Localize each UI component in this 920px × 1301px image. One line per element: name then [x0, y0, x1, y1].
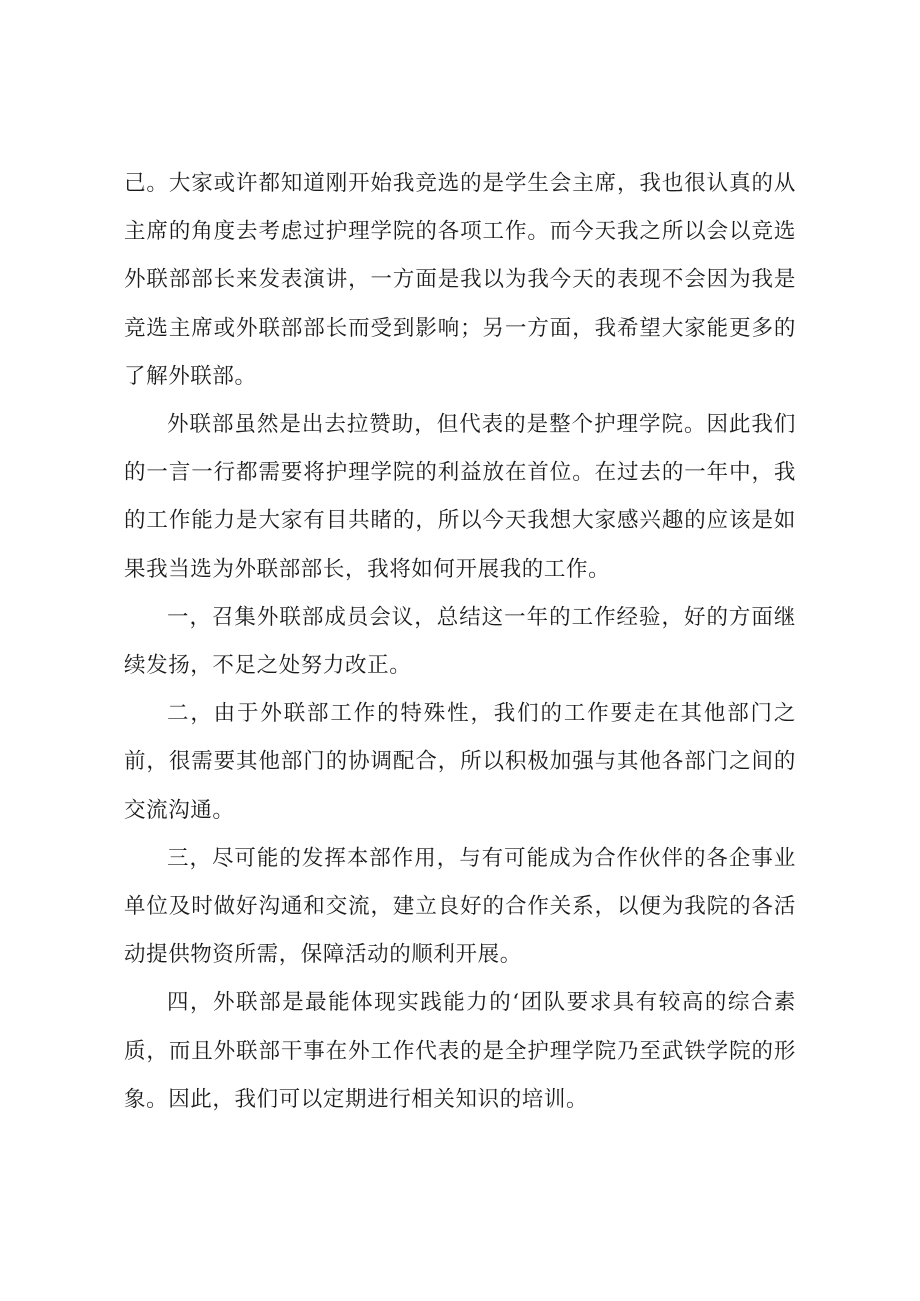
paragraph-item-2: 二，由于外联部工作的特殊性，我们的工作要走在其他部门之前，很需要其他部门的协调配合，所以积极加强与其他各部门之间的交流沟通。: [124, 701, 796, 823]
paragraph-item-4: 四，外联部是最能体现实践能力的‘团队要求具有较高的综合素质，而且外联部干事在外工作代表的是全护理学院乃至武铁学院的形象。因此，我们可以定期进行相关知识的培训。: [124, 990, 796, 1112]
paragraph-item-3: 三，尽可能的发挥本部作用，与有可能成为合作伙伴的各企事业单位及时做好沟通和交流，建立良好的合作关系，以便为我院的各活动提供物资所需，保障活动的顺利开展。: [124, 845, 796, 968]
document-body: [124, 160, 796, 1124]
paragraph-intro: 外联部虽然是出去拉赞助，但代表的是整个护理学院。因此我们的一言一行都需要将护理学院的利益放在首位。在过去的一年中，我的工作能力是大家有目共睹的，所以今天我想大家感兴趣的应该是如果我当选为外联部部长，我将如何开展我的工作。: [124, 412, 796, 582]
paragraph-continuation: 己。大家或许都知道刚开始我竞选的是学生会主席，我也很认真的从主席的角度去考虑过护理学院的各项工作。而今天我之所以会以竞选外联部部长来发表演讲，一方面是我以为我今天的表现不会因为我是竞选主席或外联部部长而受到影响；另一方面，我希望大家能更多的了解外联部。: [124, 171, 796, 389]
paragraph-item-1: 一，召集外联部成员会议，总结这一年的工作经验，好的方面继续发扬，不足之处努力改正。: [124, 604, 796, 679]
